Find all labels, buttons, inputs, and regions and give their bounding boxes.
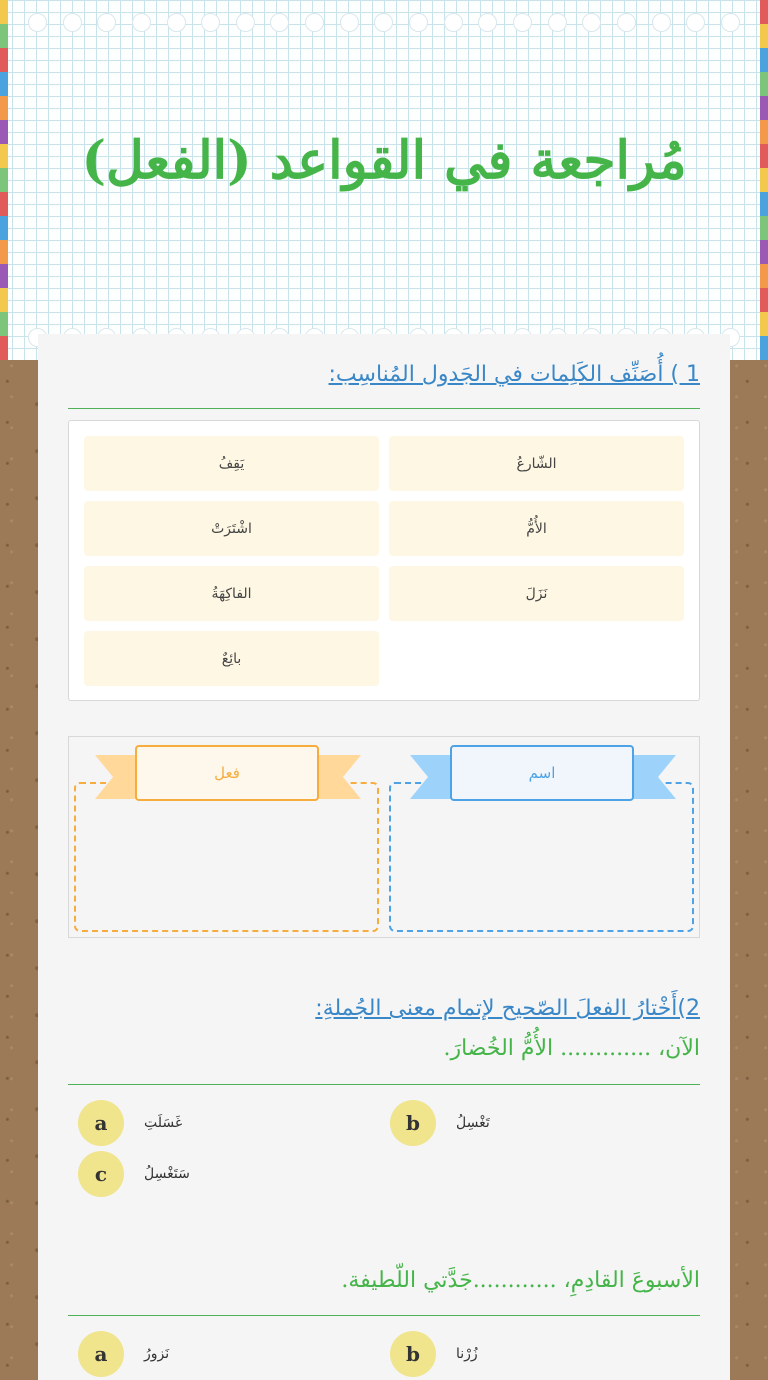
option-letter: c [78, 1151, 124, 1197]
word-bank [68, 420, 700, 701]
question-2-title: 2)أَخْتارُ الفعلَ الصّحيح لإتمام معنى الجُملةِ: [315, 996, 700, 1021]
verb-category-label: فعل [135, 745, 319, 801]
option-letter: a [78, 1100, 124, 1146]
worksheet-panel [38, 334, 730, 1380]
question-2-sentence-2: الأسبوعَ القادِمِ، ............جَدَّتي اللّطيفة. [341, 1268, 700, 1293]
option-text: نَزورُ [144, 1346, 170, 1362]
word-chip[interactable]: الفاكِهَةُ [84, 566, 379, 621]
option-text: زُرْنا [456, 1346, 478, 1362]
option-a[interactable] [78, 1331, 169, 1377]
divider [68, 1315, 700, 1316]
worksheet-header [0, 0, 768, 360]
word-chip[interactable]: نَزَلَ [389, 566, 684, 621]
option-letter: a [78, 1331, 124, 1377]
word-chip[interactable]: الشّارعُ [389, 436, 684, 491]
option-letter: b [390, 1100, 436, 1146]
divider [68, 1084, 700, 1085]
notebook-holes-top [28, 13, 740, 32]
noun-category-label: اسم [450, 745, 634, 801]
divider [68, 408, 700, 409]
option-b[interactable] [390, 1100, 490, 1146]
option-b[interactable] [390, 1331, 478, 1377]
word-chip[interactable]: بائِعٌ [84, 631, 379, 686]
word-chip[interactable]: اشْتَرَتْ [84, 501, 379, 556]
option-text: سَتَغْسِلُ [144, 1166, 190, 1182]
question-1-title: 1 ) أُصَنِّف الكَلِمات في الجَدول المُناسِب: [328, 362, 700, 387]
question-2-sentence-1: الآن، ............. الأُمُّ الخُضارَ. [443, 1036, 700, 1061]
option-letter: b [390, 1331, 436, 1377]
option-c[interactable] [78, 1151, 190, 1197]
option-a[interactable] [78, 1100, 182, 1146]
word-chip[interactable]: الأُمُّ [389, 501, 684, 556]
word-chip[interactable]: يَقِفُ [84, 436, 379, 491]
option-text: تَغْسِلُ [456, 1115, 490, 1131]
verb-ribbon [95, 745, 361, 809]
noun-ribbon [410, 745, 676, 809]
category-drop-area [68, 736, 700, 938]
page-title: مُراجعة في القواعد (الفعل) [81, 130, 687, 191]
option-text: غَسَلَتِ [144, 1115, 183, 1131]
